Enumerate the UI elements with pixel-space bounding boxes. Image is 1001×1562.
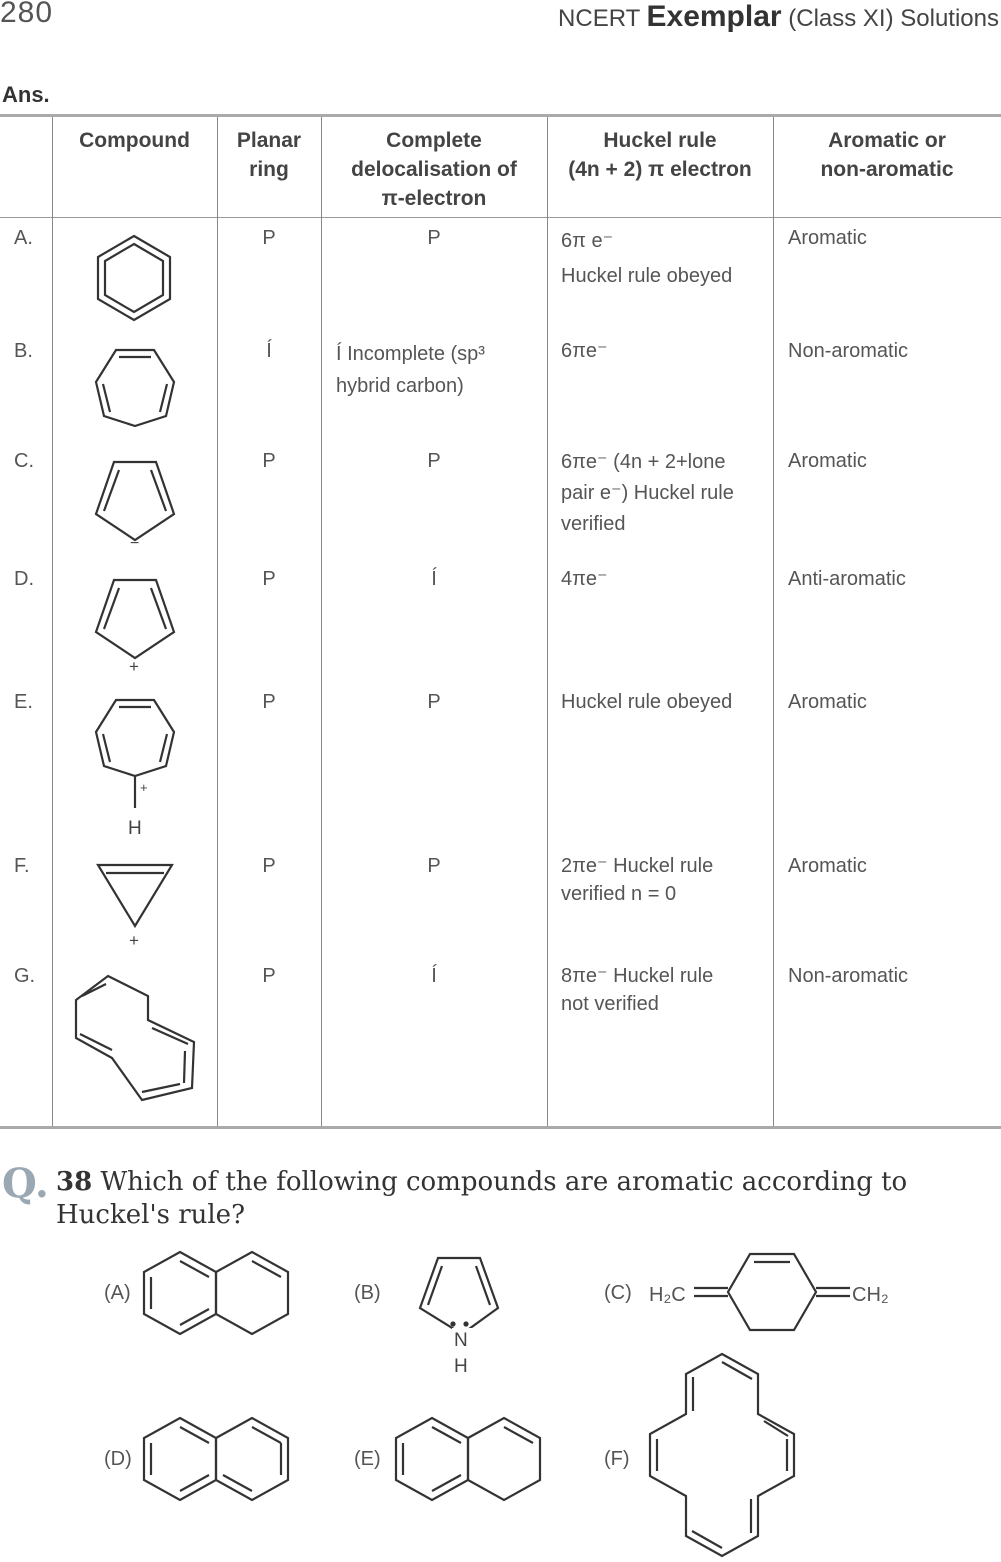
cell-planar: P (262, 450, 276, 472)
row-label: C. (14, 450, 34, 472)
option-c-left-group: H₂C (649, 1284, 686, 1306)
header-delocal-line: delocalisation of (351, 158, 517, 181)
header-huckel-line: (4n + 2) π electron (568, 158, 752, 181)
column-divider (547, 117, 548, 1126)
header-planar (217, 126, 321, 184)
book-prefix: NCERT (558, 5, 640, 32)
book-suffix: (Class XI) Solutions (788, 5, 999, 32)
option-label: (D) (104, 1448, 132, 1470)
option-a-structure (138, 1244, 298, 1344)
header-aromatic-line: non-aromatic (820, 158, 954, 181)
cell-delocal: P (427, 450, 441, 472)
header-huckel-line: Huckel rule (603, 129, 717, 152)
answer-label: Ans. (2, 82, 50, 107)
table-bottom-rule (0, 1126, 1001, 1129)
cell-planar: P (262, 568, 276, 590)
cell-huckel: Huckel rule obeyed (561, 691, 733, 713)
question-number: 38 (56, 1167, 93, 1197)
option-label: (C) (604, 1282, 632, 1304)
cell-delocal-line: hybrid carbon) (336, 375, 464, 397)
cell-delocal: P (427, 691, 441, 713)
option-c-structure (690, 1250, 854, 1334)
cell-delocal: Í (431, 568, 437, 590)
cell-result: Anti-aromatic (788, 568, 906, 590)
nitrogen-label: N (454, 1330, 468, 1351)
option-c-right-group: CH₂ (852, 1284, 889, 1306)
cell-result: Aromatic (788, 227, 867, 249)
row-label: B. (14, 340, 33, 362)
cell-planar: Í (266, 340, 272, 362)
page-number: 280 (0, 0, 54, 29)
option-d-structure (138, 1410, 298, 1510)
table-top-rule (0, 114, 1001, 117)
option-e-structure (390, 1410, 550, 1510)
option-label: (F) (604, 1448, 630, 1470)
cell-huckel-line: verified (561, 513, 626, 535)
cell-planar: P (262, 227, 276, 249)
column-divider (773, 117, 774, 1126)
header-delocal-line: π-electron (381, 187, 487, 210)
row-label: D. (14, 568, 34, 590)
row-label: A. (14, 227, 33, 249)
cell-huckel-line: not verified (561, 993, 659, 1015)
header-aromatic-line: Aromatic or (828, 129, 946, 152)
charge-minus: − (130, 535, 140, 548)
cell-planar: P (262, 965, 276, 987)
hydrogen-label: H (128, 818, 142, 839)
cell-result: Aromatic (788, 691, 867, 713)
cell-huckel-line: pair e⁻) Huckel rule (561, 482, 734, 504)
cell-huckel-line: 6π e⁻ (561, 230, 614, 252)
option-f-structure (640, 1350, 806, 1562)
book-bold: Exemplar (646, 0, 782, 33)
cell-huckel-line: Huckel rule obeyed (561, 265, 733, 287)
row-label: F. (14, 855, 30, 877)
cell-planar: P (262, 855, 276, 877)
cell-huckel (561, 224, 773, 294)
cell-huckel (561, 447, 773, 540)
cyclopentadienyl-anion-structure (90, 456, 180, 548)
cycloheptatriene-structure (88, 344, 182, 430)
charge-plus: + (140, 780, 148, 795)
cyclopentadienyl-cation-structure (90, 574, 180, 674)
question-body: Which of the following compounds are aromatic according to Huckel's rule? (56, 1167, 908, 1230)
header-delocal-line: Complete (386, 129, 482, 152)
header-planar-line: ring (249, 158, 289, 181)
header-compound: Compound (79, 129, 190, 152)
cyclooctatetraene-structure (68, 968, 200, 1108)
cell-huckel-line: verified n = 0 (561, 883, 677, 905)
cell-delocal: P (427, 227, 441, 249)
charge-plus: + (129, 657, 139, 674)
option-b-structure (408, 1250, 508, 1380)
charge-plus: + (129, 931, 139, 950)
tropylium-structure (88, 694, 188, 840)
cell-delocal (336, 338, 547, 402)
option-label: (A) (104, 1282, 131, 1304)
header-huckel (547, 126, 773, 184)
cell-result: Non-aromatic (788, 965, 909, 987)
cyclopropenyl-cation-structure (94, 860, 178, 952)
cell-huckel: 6πe⁻ (561, 340, 608, 362)
cell-result: Aromatic (788, 855, 867, 877)
column-divider (52, 117, 53, 1126)
cell-huckel (561, 852, 773, 908)
row-label: G. (14, 965, 36, 987)
row-label: E. (14, 691, 33, 713)
header-delocalisation (321, 126, 547, 213)
cell-result: Aromatic (788, 450, 867, 472)
cell-huckel: 4πe⁻ (561, 568, 608, 590)
cell-planar: P (262, 691, 276, 713)
question-text (56, 1166, 1001, 1232)
option-label: (B) (354, 1282, 381, 1304)
cell-result: Non-aromatic (788, 340, 909, 362)
option-label: (E) (354, 1448, 381, 1470)
hydrogen-label: H (454, 1356, 468, 1377)
table-header-rule (0, 217, 1001, 218)
question-mark: Q. (2, 1160, 49, 1207)
cell-delocal: Í (431, 965, 437, 987)
cell-delocal-line: Í Incomplete (sp³ (336, 343, 485, 365)
cell-huckel-line: 2πe⁻ Huckel rule (561, 855, 714, 877)
book-title (558, 0, 999, 34)
cell-huckel-line: 6πe⁻ (4n + 2+lone (561, 451, 726, 473)
cell-huckel-line: 8πe⁻ Huckel rule (561, 965, 714, 987)
benzene-structure (92, 232, 178, 324)
cell-huckel (561, 962, 773, 1018)
cell-delocal: P (427, 855, 441, 877)
header-planar-line: Planar (236, 129, 302, 152)
header-aromatic (773, 126, 1001, 184)
